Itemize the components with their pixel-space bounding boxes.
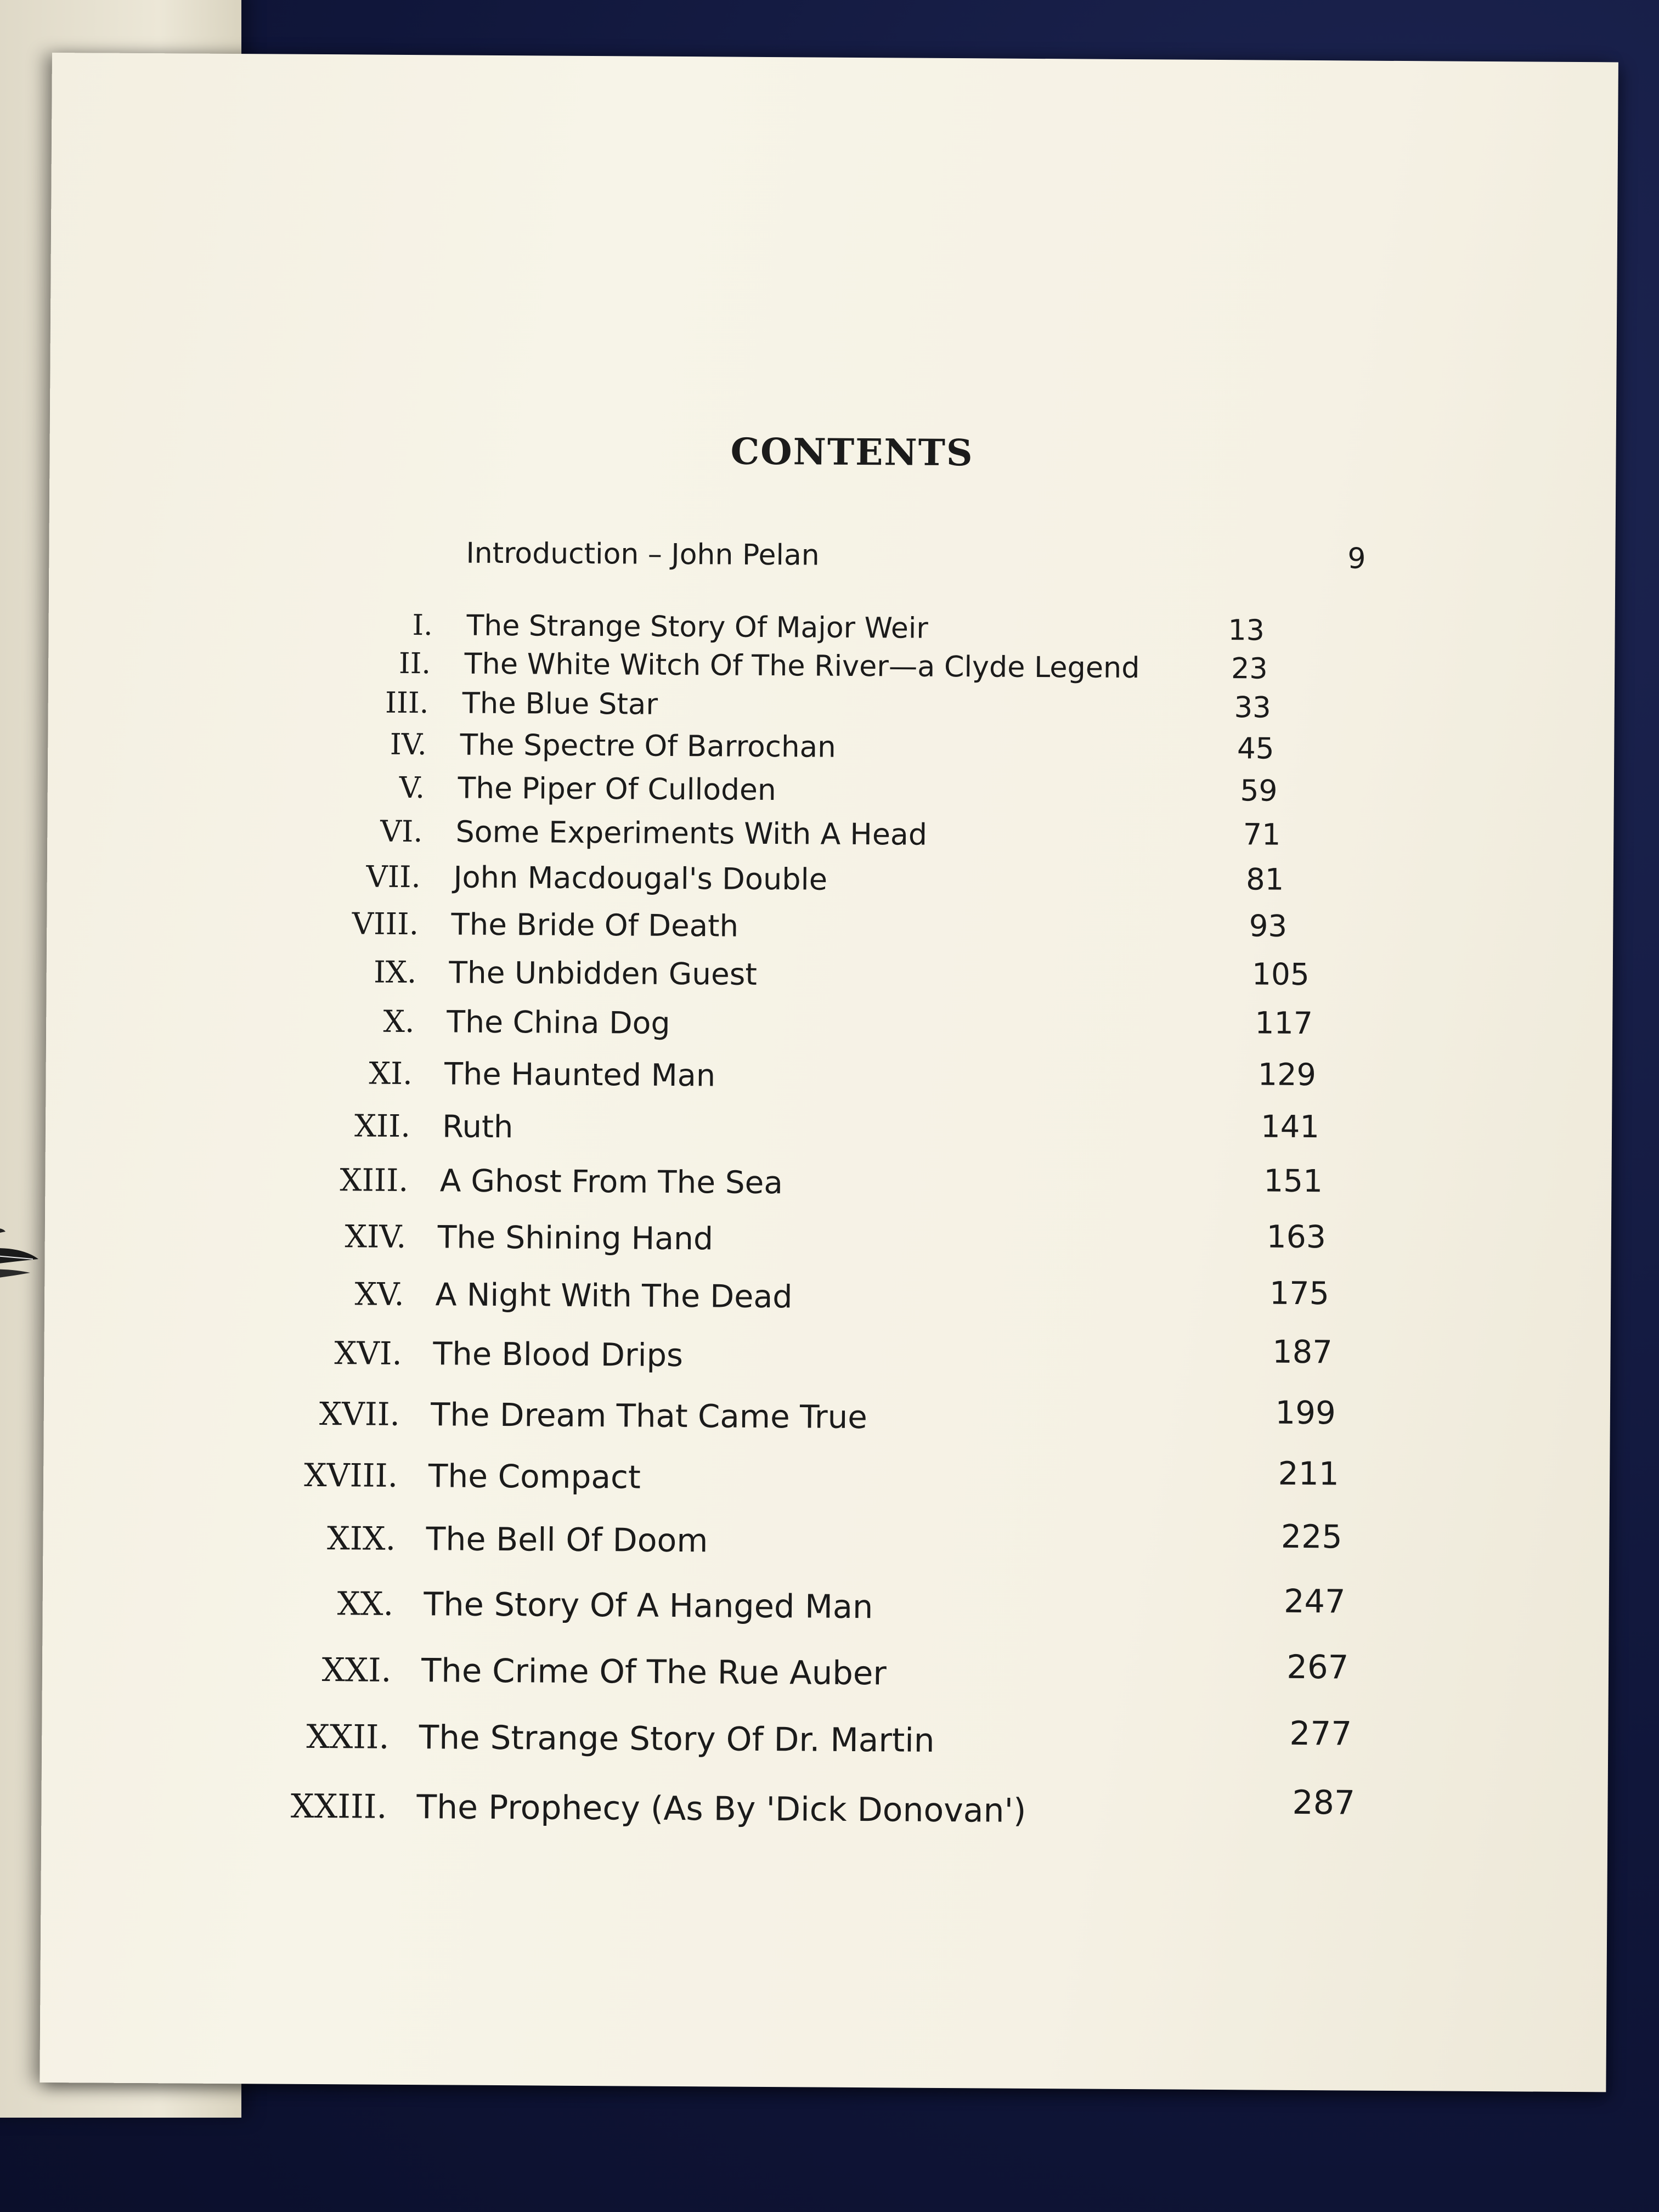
- chapter-title: The Story Of A Hanged Man: [424, 1585, 873, 1626]
- chapter-title: The Haunted Man: [444, 1056, 716, 1094]
- chapter-page-number: 211: [1278, 1454, 1339, 1493]
- toc-entry: [47, 812, 1613, 865]
- chapter-numeral: X.: [383, 1005, 415, 1040]
- chapter-title: The Piper Of Culloden: [458, 770, 776, 807]
- chapter-page-number: 129: [1257, 1057, 1317, 1093]
- chapter-numeral: XXIII.: [290, 1787, 387, 1827]
- chapter-numeral: XVI.: [334, 1334, 402, 1372]
- chapter-numeral: VI.: [380, 814, 423, 849]
- chapter-numeral: IX.: [373, 955, 417, 990]
- chapter-numeral: III.: [385, 686, 429, 720]
- page-content: [40, 53, 1618, 2092]
- chapter-title: The Dream That Came True: [430, 1395, 867, 1436]
- chapter-title: The Blue Star: [462, 686, 658, 722]
- table-of-contents: [40, 53, 1618, 2092]
- toc-entry: [42, 1717, 1608, 1770]
- chapter-page-number: 225: [1280, 1517, 1342, 1556]
- chapter-numeral: I.: [412, 609, 433, 642]
- chapter-page-number: 267: [1286, 1647, 1349, 1686]
- chapter-title: Ruth: [442, 1109, 514, 1146]
- chapter-page-number: 93: [1249, 908, 1288, 944]
- book-page: [40, 53, 1618, 2092]
- chapter-title: The Spectre Of Barrochan: [460, 727, 836, 764]
- chapter-page-number: 105: [1251, 956, 1310, 992]
- chapter-numeral: XI.: [369, 1056, 413, 1092]
- toc-entry: [44, 1333, 1610, 1386]
- chapter-page-number: 71: [1243, 816, 1281, 852]
- chapter-title: The China Dog: [447, 1005, 670, 1042]
- toc-entry: [42, 1583, 1609, 1636]
- toc-entry: [47, 904, 1613, 957]
- chapter-page-number: 247: [1283, 1582, 1346, 1621]
- chapter-numeral: XX.: [337, 1584, 394, 1623]
- chapter-title: The Prophecy (As By 'Dick Donovan'): [416, 1788, 1026, 1831]
- toc-entry: [43, 1518, 1609, 1571]
- chapter-title: The Blood Drips: [433, 1335, 684, 1374]
- chapter-page-number: 199: [1275, 1393, 1336, 1431]
- toc-entry: [46, 1107, 1612, 1160]
- chapter-numeral: II.: [398, 647, 431, 681]
- chapter-page-number: 163: [1266, 1218, 1327, 1255]
- chapter-title: The Strange Story Of Major Weir: [466, 609, 928, 645]
- chapter-page-number: 23: [1231, 651, 1268, 686]
- chapter-title: The Compact: [428, 1457, 641, 1496]
- chapter-numeral: XXII.: [306, 1718, 390, 1757]
- chapter-page-number: 33: [1234, 690, 1271, 725]
- chapter-numeral: XVII.: [319, 1395, 400, 1433]
- chapter-title: The Crime Of The Rue Auber: [421, 1651, 887, 1692]
- chapter-numeral: V.: [399, 770, 425, 805]
- chapter-title: A Night With The Dead: [435, 1276, 793, 1315]
- chapter-numeral: XXI.: [321, 1651, 392, 1689]
- chapter-numeral: XIV.: [345, 1218, 407, 1256]
- chapter-numeral: VIII.: [352, 906, 419, 942]
- chapter-title: Some Experiments With A Head: [455, 814, 928, 852]
- chapter-page-number: 287: [1292, 1784, 1356, 1822]
- toc-entry: [42, 1649, 1609, 1702]
- toc-entry: [45, 1161, 1611, 1214]
- chapter-title: The Bell Of Doom: [426, 1520, 708, 1560]
- toc-entry: [46, 1002, 1612, 1056]
- chapter-page-number: 175: [1269, 1275, 1330, 1312]
- chapter-page-number: 117: [1255, 1006, 1313, 1042]
- chapter-numeral: XIII.: [340, 1163, 409, 1199]
- chapter-numeral: XIX.: [326, 1520, 396, 1558]
- contents-heading: CONTENTS: [730, 430, 974, 475]
- introduction-page-number: 9: [1347, 542, 1366, 575]
- toc-entry: [44, 1274, 1611, 1328]
- toc-entry: [45, 1217, 1611, 1270]
- chapter-numeral: XVIII.: [304, 1456, 398, 1495]
- chapter-page-number: 187: [1272, 1334, 1333, 1371]
- toc-entry: [46, 952, 1612, 1006]
- introduction-title: Introduction – John Pelan: [466, 537, 820, 572]
- toc-entry: [47, 857, 1613, 911]
- chapter-title: The Unbidden Guest: [449, 955, 758, 992]
- chapter-numeral: VII.: [366, 859, 421, 894]
- chapter-numeral: XII.: [354, 1108, 411, 1145]
- chapter-page-number: 277: [1289, 1715, 1352, 1753]
- chapter-title: A Ghost From The Sea: [439, 1163, 783, 1201]
- chapter-title: The Bride Of Death: [451, 906, 739, 944]
- toc-entry: [43, 1455, 1610, 1508]
- chapter-title: John Macdougal's Double: [453, 860, 828, 897]
- chapter-page-number: 141: [1260, 1109, 1320, 1146]
- chapter-page-number: 151: [1263, 1163, 1323, 1199]
- chapter-title: The White Witch Of The River—a Clyde Legend: [464, 647, 1140, 685]
- chapter-page-number: 59: [1240, 773, 1278, 808]
- chapter-title: The Strange Story Of Dr. Martin: [419, 1719, 935, 1760]
- chapter-page-number: 81: [1246, 862, 1284, 897]
- chapter-page-number: 45: [1237, 731, 1274, 766]
- chapter-title: The Shining Hand: [437, 1219, 714, 1257]
- toc-entry: [44, 1393, 1610, 1447]
- chapter-numeral: XV.: [354, 1276, 404, 1313]
- toc-entry: [46, 1054, 1612, 1107]
- toc-entry: [41, 1786, 1607, 1839]
- chapter-page-number: 13: [1228, 614, 1265, 647]
- chapter-numeral: IV.: [390, 727, 427, 762]
